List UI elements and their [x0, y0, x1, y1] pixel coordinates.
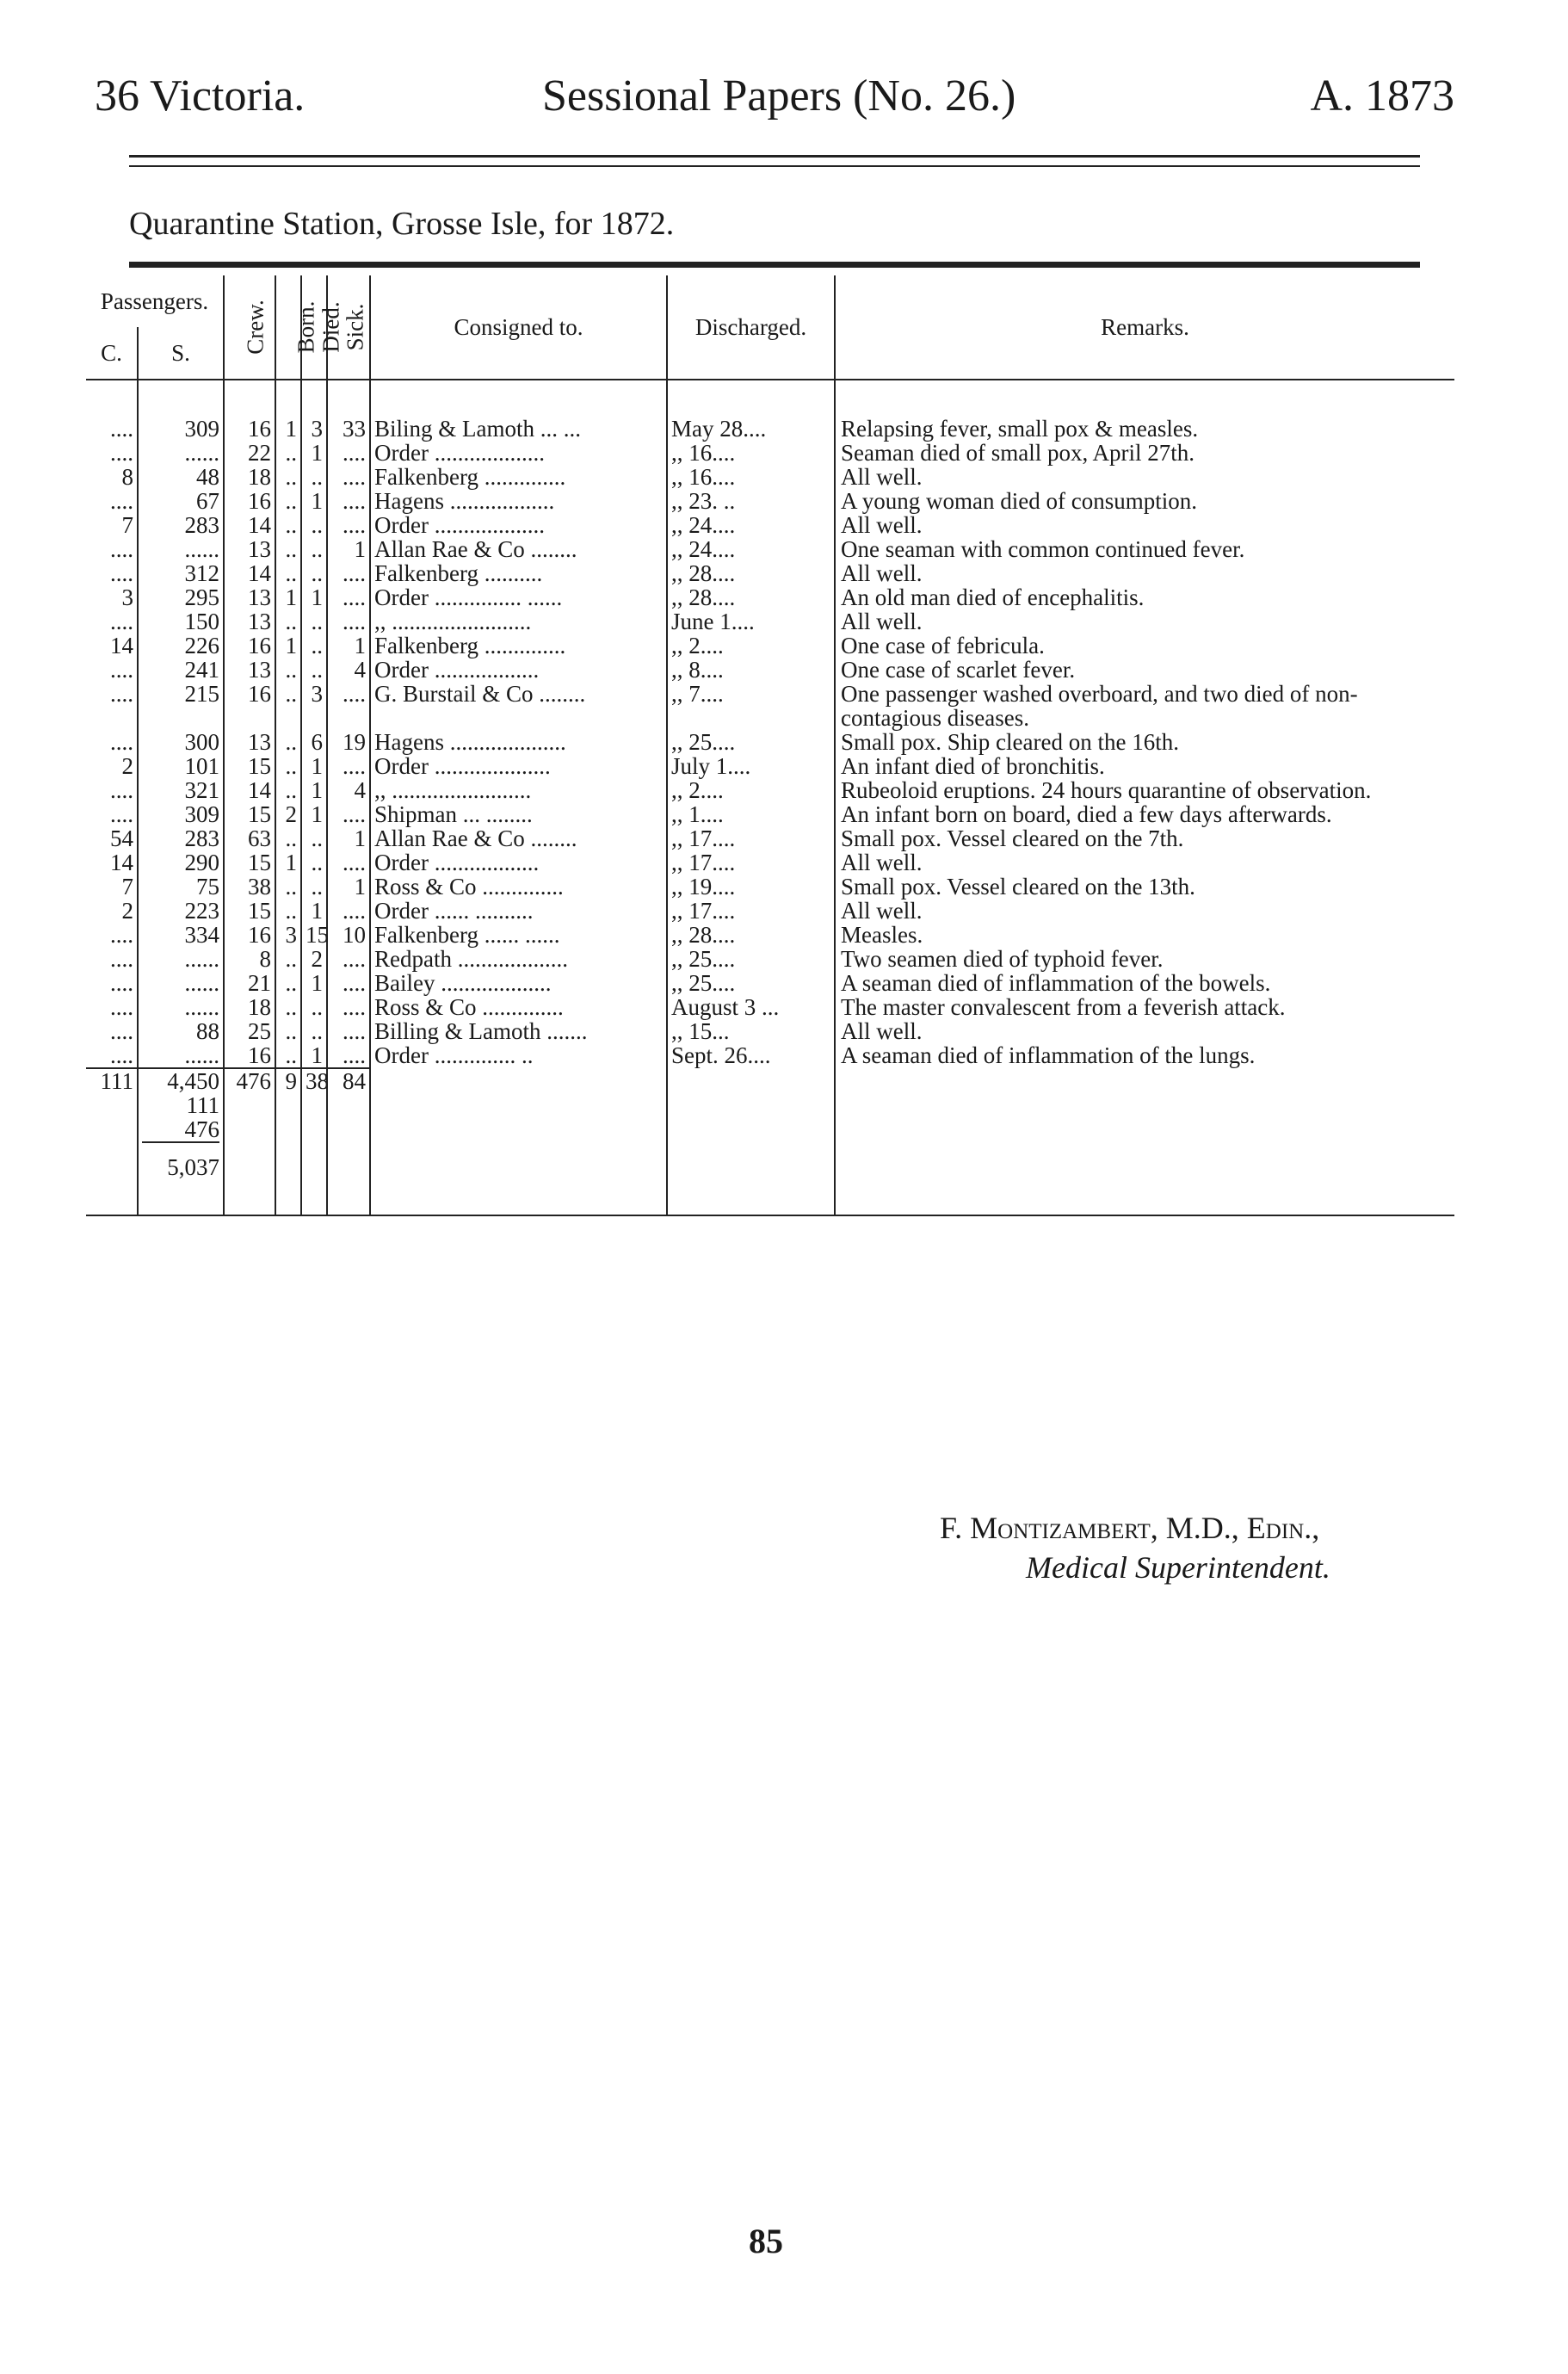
cell-remarks: The master convalescent from a feverish attack.: [841, 994, 1286, 1020]
cell-consigned: Falkenberg ..........: [370, 561, 667, 585]
cell-died: 3: [301, 682, 327, 730]
cell-died: ..: [301, 875, 327, 899]
table-row: [86, 585, 1454, 609]
cell-steerage: ......: [138, 537, 224, 561]
cell-cabin: 14: [86, 634, 138, 658]
cell-consigned: Order ....................: [370, 754, 667, 778]
cell-cabin: 2: [86, 754, 138, 778]
total-born: 9: [275, 1068, 301, 1215]
cell-discharged: ,, 15...: [667, 1019, 835, 1043]
cell-sick: ....: [327, 609, 370, 634]
table-row: [86, 778, 1454, 802]
cell-sick: 33: [327, 417, 370, 441]
cell-discharged: ,, 25....: [667, 730, 835, 754]
table-row: [86, 995, 1454, 1019]
cell-crew: 13: [224, 658, 275, 682]
cell-steerage: 309: [138, 417, 224, 441]
cell-sick: ....: [327, 1043, 370, 1068]
cell-cabin: ....: [86, 1019, 138, 1043]
cell-born: ..: [275, 1043, 301, 1068]
cell-discharged: ,, 7....: [667, 682, 835, 730]
cell-discharged: ,, 16....: [667, 465, 835, 489]
cell-steerage: 295: [138, 585, 224, 609]
cell-remarks: All well.: [841, 560, 923, 586]
cell-remarks: Rubeoloid eruptions. 24 hours quarantine of observation.: [841, 777, 1372, 803]
cell-discharged: ,, 28....: [667, 585, 835, 609]
cell-crew: 16: [224, 417, 275, 441]
cell-cabin: ....: [86, 417, 138, 441]
cell-sick: 4: [327, 658, 370, 682]
cell-crew: 16: [224, 682, 275, 730]
cell-sick: ....: [327, 682, 370, 730]
cell-crew: 13: [224, 609, 275, 634]
table-spacer: [86, 380, 1454, 417]
cell-discharged: ,, 23. ..: [667, 489, 835, 513]
cell-died: ..: [301, 609, 327, 634]
cell-remarks: All well.: [841, 898, 923, 924]
cell-crew: 15: [224, 899, 275, 923]
cell-born: ..: [275, 537, 301, 561]
cell-discharged: ,, 1....: [667, 802, 835, 826]
cell-consigned: Order ..................: [370, 850, 667, 875]
cell-died: ..: [301, 658, 327, 682]
cell-consigned: Order ...................: [370, 441, 667, 465]
cell-sick: ....: [327, 489, 370, 513]
cell-remarks: Measles.: [841, 922, 923, 948]
cell-cabin: ....: [86, 561, 138, 585]
cell-sick: ....: [327, 947, 370, 971]
cell-remarks: All well.: [841, 464, 923, 490]
cell-died: 6: [301, 730, 327, 754]
cell-crew: 15: [224, 754, 275, 778]
cell-steerage: 75: [138, 875, 224, 899]
cell-born: ..: [275, 947, 301, 971]
quarantine-table: [86, 275, 1454, 1220]
table-row: [86, 465, 1454, 489]
signatory-name: F. Montizambert, M.D., Edin.,: [940, 1511, 1320, 1545]
cell-died: ..: [301, 850, 327, 875]
table-row: [86, 971, 1454, 995]
cell-consigned: Hagens ..................: [370, 489, 667, 513]
cell-steerage: 309: [138, 802, 224, 826]
cell-cabin: ....: [86, 537, 138, 561]
cell-born: ..: [275, 995, 301, 1019]
table-row: [86, 947, 1454, 971]
cell-steerage: 67: [138, 489, 224, 513]
cell-consigned: Order ...................: [370, 513, 667, 537]
header-born: Born.: [275, 275, 301, 380]
cell-born: ..: [275, 1019, 301, 1043]
cell-consigned: ,, ........................: [370, 778, 667, 802]
cell-born: ..: [275, 826, 301, 850]
totals-row: [86, 1068, 1454, 1215]
table-row: [86, 417, 1454, 441]
cell-sick: 1: [327, 634, 370, 658]
page-header: [95, 71, 1454, 139]
cell-remarks: Seaman died of small pox, April 27th.: [841, 440, 1195, 466]
cell-remarks: All well.: [841, 1018, 923, 1044]
cell-sick: ....: [327, 971, 370, 995]
cell-discharged: June 1....: [667, 609, 835, 634]
cell-died: 1: [301, 971, 327, 995]
cell-steerage: 226: [138, 634, 224, 658]
cell-consigned: Billing & Lamoth .......: [370, 1019, 667, 1043]
cell-consigned: Falkenberg ..............: [370, 465, 667, 489]
cell-crew: 25: [224, 1019, 275, 1043]
cell-sick: ....: [327, 1019, 370, 1043]
cell-sick: ....: [327, 850, 370, 875]
cell-remarks: All well.: [841, 609, 923, 634]
cell-discharged: ,, 25....: [667, 971, 835, 995]
cell-born: 1: [275, 417, 301, 441]
table-row: [86, 923, 1454, 947]
cell-crew: 14: [224, 513, 275, 537]
cell-cabin: ....: [86, 778, 138, 802]
cell-discharged: ,, 28....: [667, 561, 835, 585]
cell-died: ..: [301, 1019, 327, 1043]
table-row: [86, 875, 1454, 899]
cell-died: 1: [301, 441, 327, 465]
signatory-title: Medical Superintendent.: [1026, 1550, 1330, 1585]
total-crew: 476: [224, 1068, 275, 1215]
cell-remarks: Small pox. Vessel cleared on the 7th.: [841, 825, 1184, 851]
table-top-rule: [129, 262, 1420, 268]
table-row: [86, 561, 1454, 585]
cell-discharged: Sept. 26....: [667, 1043, 835, 1068]
cell-steerage: 290: [138, 850, 224, 875]
cell-discharged: ,, 17....: [667, 899, 835, 923]
cell-consigned: Ross & Co ..............: [370, 995, 667, 1019]
cell-crew: 18: [224, 465, 275, 489]
cell-crew: 16: [224, 489, 275, 513]
cell-sick: ....: [327, 513, 370, 537]
cell-born: ..: [275, 658, 301, 682]
cell-remarks: One passenger washed overboard, and two died of non-contagious diseases.: [841, 681, 1358, 731]
cell-crew: 18: [224, 995, 275, 1019]
cell-remarks: An infant born on board, died a few days afterwards.: [841, 801, 1332, 827]
page-number: 85: [749, 2222, 783, 2260]
cell-crew: 8: [224, 947, 275, 971]
cell-steerage: 283: [138, 513, 224, 537]
cell-died: 1: [301, 489, 327, 513]
cell-crew: 14: [224, 561, 275, 585]
cell-remarks: Two seamen died of typhoid fever.: [841, 946, 1164, 972]
cell-steerage: ......: [138, 947, 224, 971]
cell-consigned: Order ...... ..........: [370, 899, 667, 923]
header-rule-top: [129, 155, 1420, 158]
cell-remarks: All well.: [841, 850, 923, 875]
table-subtitle: Quarantine Station, Grosse Isle, for 1872.: [129, 206, 675, 242]
cell-born: ..: [275, 561, 301, 585]
cell-born: 1: [275, 585, 301, 609]
cell-consigned: Redpath ...................: [370, 947, 667, 971]
cell-consigned: Hagens ....................: [370, 730, 667, 754]
cell-born: 1: [275, 634, 301, 658]
cell-consigned: Order ..................: [370, 658, 667, 682]
cell-steerage: 312: [138, 561, 224, 585]
cell-consigned: Order .............. ..: [370, 1043, 667, 1068]
header-publication: Sessional Papers (No. 26.): [542, 71, 1016, 121]
header-steerage: S.: [138, 327, 224, 380]
cell-cabin: 7: [86, 875, 138, 899]
cell-cabin: 3: [86, 585, 138, 609]
cell-born: ..: [275, 441, 301, 465]
table-row: [86, 899, 1454, 923]
cell-crew: 16: [224, 634, 275, 658]
cell-consigned: Allan Rae & Co ........: [370, 826, 667, 850]
cell-sick: 1: [327, 826, 370, 850]
cell-remarks: One case of scarlet fever.: [841, 657, 1076, 683]
cell-cabin: 14: [86, 850, 138, 875]
cell-died: 1: [301, 802, 327, 826]
cell-died: 3: [301, 417, 327, 441]
total-sick: 84: [327, 1068, 370, 1215]
cell-born: ..: [275, 754, 301, 778]
cell-discharged: May 28....: [667, 417, 835, 441]
cell-sick: ....: [327, 754, 370, 778]
cell-consigned: ,, ........................: [370, 609, 667, 634]
cell-died: 15: [301, 923, 327, 947]
cell-remarks: All well.: [841, 512, 923, 538]
cell-remarks: One seaman with common continued fever.: [841, 536, 1245, 562]
cell-cabin: 7: [86, 513, 138, 537]
table-bottom-rule: [86, 1215, 1454, 1220]
cell-born: ..: [275, 899, 301, 923]
header-sick: Sick.: [327, 275, 370, 380]
table-row: [86, 634, 1454, 658]
cell-died: 1: [301, 778, 327, 802]
cell-discharged: ,, 25....: [667, 947, 835, 971]
cell-discharged: ,, 17....: [667, 850, 835, 875]
cell-sick: 1: [327, 875, 370, 899]
cell-consigned: Shipman ... ........: [370, 802, 667, 826]
cell-born: ..: [275, 875, 301, 899]
cell-crew: 13: [224, 537, 275, 561]
table-row: [86, 658, 1454, 682]
cell-consigned: Allan Rae & Co ........: [370, 537, 667, 561]
cell-cabin: ....: [86, 995, 138, 1019]
cell-died: ..: [301, 561, 327, 585]
cell-cabin: ....: [86, 971, 138, 995]
cell-cabin: ....: [86, 1043, 138, 1068]
cell-cabin: ....: [86, 947, 138, 971]
cell-born: ..: [275, 609, 301, 634]
cell-cabin: ....: [86, 682, 138, 730]
cell-sick: 1: [327, 537, 370, 561]
cell-cabin: ....: [86, 658, 138, 682]
cell-consigned: G. Burstail & Co ........: [370, 682, 667, 730]
cell-consigned: Falkenberg ...... ......: [370, 923, 667, 947]
cell-steerage: 334: [138, 923, 224, 947]
cell-consigned: Falkenberg ..............: [370, 634, 667, 658]
cell-remarks: A seaman died of inflammation of the bowels.: [841, 970, 1271, 996]
table-row: [86, 682, 1454, 730]
table-row: [86, 609, 1454, 634]
cell-consigned: Order ............... ......: [370, 585, 667, 609]
header-session: 36 Victoria.: [95, 71, 306, 121]
cell-born: ..: [275, 465, 301, 489]
signature-block: [940, 1508, 1330, 1587]
cell-crew: 16: [224, 923, 275, 947]
cell-died: 1: [301, 585, 327, 609]
cell-crew: 15: [224, 802, 275, 826]
cell-born: 3: [275, 923, 301, 947]
cell-steerage: ......: [138, 441, 224, 465]
cell-remarks: An old man died of encephalitis.: [841, 584, 1145, 610]
cell-consigned: Ross & Co ..............: [370, 875, 667, 899]
cell-steerage: 223: [138, 899, 224, 923]
cell-born: ..: [275, 489, 301, 513]
cell-sick: 10: [327, 923, 370, 947]
cell-steerage: ......: [138, 1043, 224, 1068]
table-row: [86, 850, 1454, 875]
table-row: [86, 489, 1454, 513]
cell-discharged: ,, 24....: [667, 537, 835, 561]
cell-remarks: One case of febricula.: [841, 633, 1045, 658]
cell-cabin: 2: [86, 899, 138, 923]
cell-discharged: ,, 19....: [667, 875, 835, 899]
cell-discharged: ,, 16....: [667, 441, 835, 465]
cell-crew: 14: [224, 778, 275, 802]
total-cabin: 111: [86, 1068, 138, 1215]
cell-crew: 21: [224, 971, 275, 995]
cell-died: ..: [301, 634, 327, 658]
cell-sick: ....: [327, 465, 370, 489]
cell-crew: 63: [224, 826, 275, 850]
cell-steerage: ......: [138, 971, 224, 995]
cell-born: ..: [275, 778, 301, 802]
cell-died: ..: [301, 513, 327, 537]
cell-remarks: A young woman died of consumption.: [841, 488, 1197, 514]
table-row: [86, 1043, 1454, 1068]
cell-crew: 13: [224, 585, 275, 609]
cell-steerage: 300: [138, 730, 224, 754]
cell-steerage: 283: [138, 826, 224, 850]
cell-remarks: Relapsing fever, small pox & measles.: [841, 416, 1199, 442]
cell-crew: 38: [224, 875, 275, 899]
cell-steerage: 101: [138, 754, 224, 778]
table-row: [86, 754, 1454, 778]
cell-born: ..: [275, 730, 301, 754]
header-died: Died.: [301, 275, 327, 380]
table-row: [86, 730, 1454, 754]
cell-remarks: An infant died of bronchitis.: [841, 753, 1105, 779]
header-consigned: Consigned to.: [370, 275, 667, 380]
cell-died: 1: [301, 754, 327, 778]
header-remarks: Remarks.: [835, 275, 1454, 380]
cell-cabin: 54: [86, 826, 138, 850]
table-row: [86, 537, 1454, 561]
table-row: [86, 826, 1454, 850]
header-passengers: Passengers.: [86, 275, 224, 327]
cell-cabin: ....: [86, 802, 138, 826]
cell-discharged: ,, 17....: [667, 826, 835, 850]
cell-crew: 13: [224, 730, 275, 754]
cell-sick: ....: [327, 585, 370, 609]
cell-remarks: A seaman died of inflammation of the lungs.: [841, 1042, 1256, 1068]
cell-steerage: 48: [138, 465, 224, 489]
cell-discharged: ,, 2....: [667, 778, 835, 802]
cell-cabin: ....: [86, 441, 138, 465]
table-row: [86, 1019, 1454, 1043]
cell-sick: ....: [327, 441, 370, 465]
cell-born: ..: [275, 971, 301, 995]
total-died: 38: [301, 1068, 327, 1215]
table-row: [86, 441, 1454, 465]
header-discharged: Discharged.: [667, 275, 835, 380]
cell-died: ..: [301, 537, 327, 561]
cell-died: 2: [301, 947, 327, 971]
cell-died: ..: [301, 465, 327, 489]
cell-born: 1: [275, 850, 301, 875]
cell-discharged: ,, 2....: [667, 634, 835, 658]
cell-died: 1: [301, 899, 327, 923]
cell-cabin: ....: [86, 489, 138, 513]
cell-sick: ....: [327, 561, 370, 585]
cell-remarks: Small pox. Ship cleared on the 16th.: [841, 729, 1179, 755]
header-year: A. 1873: [1310, 71, 1454, 121]
cell-steerage: 321: [138, 778, 224, 802]
cell-steerage: ......: [138, 995, 224, 1019]
cell-born: ..: [275, 682, 301, 730]
cell-born: 2: [275, 802, 301, 826]
total-steerage: 4,450 111 476 5,037: [138, 1068, 224, 1215]
cell-discharged: July 1....: [667, 754, 835, 778]
cell-steerage: 88: [138, 1019, 224, 1043]
header-crew: Crew.: [224, 275, 275, 380]
cell-cabin: ....: [86, 609, 138, 634]
cell-sick: ....: [327, 802, 370, 826]
cell-crew: 16: [224, 1043, 275, 1068]
table-row: [86, 802, 1454, 826]
cell-crew: 22: [224, 441, 275, 465]
cell-sick: ....: [327, 899, 370, 923]
header-rule-bottom: [129, 165, 1420, 167]
cell-born: ..: [275, 513, 301, 537]
cell-discharged: ,, 8....: [667, 658, 835, 682]
cell-sick: 4: [327, 778, 370, 802]
cell-consigned: Biling & Lamoth ... ...: [370, 417, 667, 441]
cell-steerage: 241: [138, 658, 224, 682]
cell-died: ..: [301, 826, 327, 850]
cell-died: ..: [301, 995, 327, 1019]
cell-steerage: 215: [138, 682, 224, 730]
cell-steerage: 150: [138, 609, 224, 634]
cell-cabin: ....: [86, 923, 138, 947]
cell-cabin: 8: [86, 465, 138, 489]
cell-remarks: Small pox. Vessel cleared on the 13th.: [841, 874, 1195, 900]
cell-consigned: Bailey ...................: [370, 971, 667, 995]
cell-discharged: ,, 24....: [667, 513, 835, 537]
header-cabin: C.: [86, 327, 138, 380]
cell-crew: 15: [224, 850, 275, 875]
cell-discharged: ,, 28....: [667, 923, 835, 947]
cell-sick: ....: [327, 995, 370, 1019]
cell-cabin: ....: [86, 730, 138, 754]
cell-discharged: August 3 ...: [667, 995, 835, 1019]
cell-died: 1: [301, 1043, 327, 1068]
cell-sick: 19: [327, 730, 370, 754]
table-row: [86, 513, 1454, 537]
